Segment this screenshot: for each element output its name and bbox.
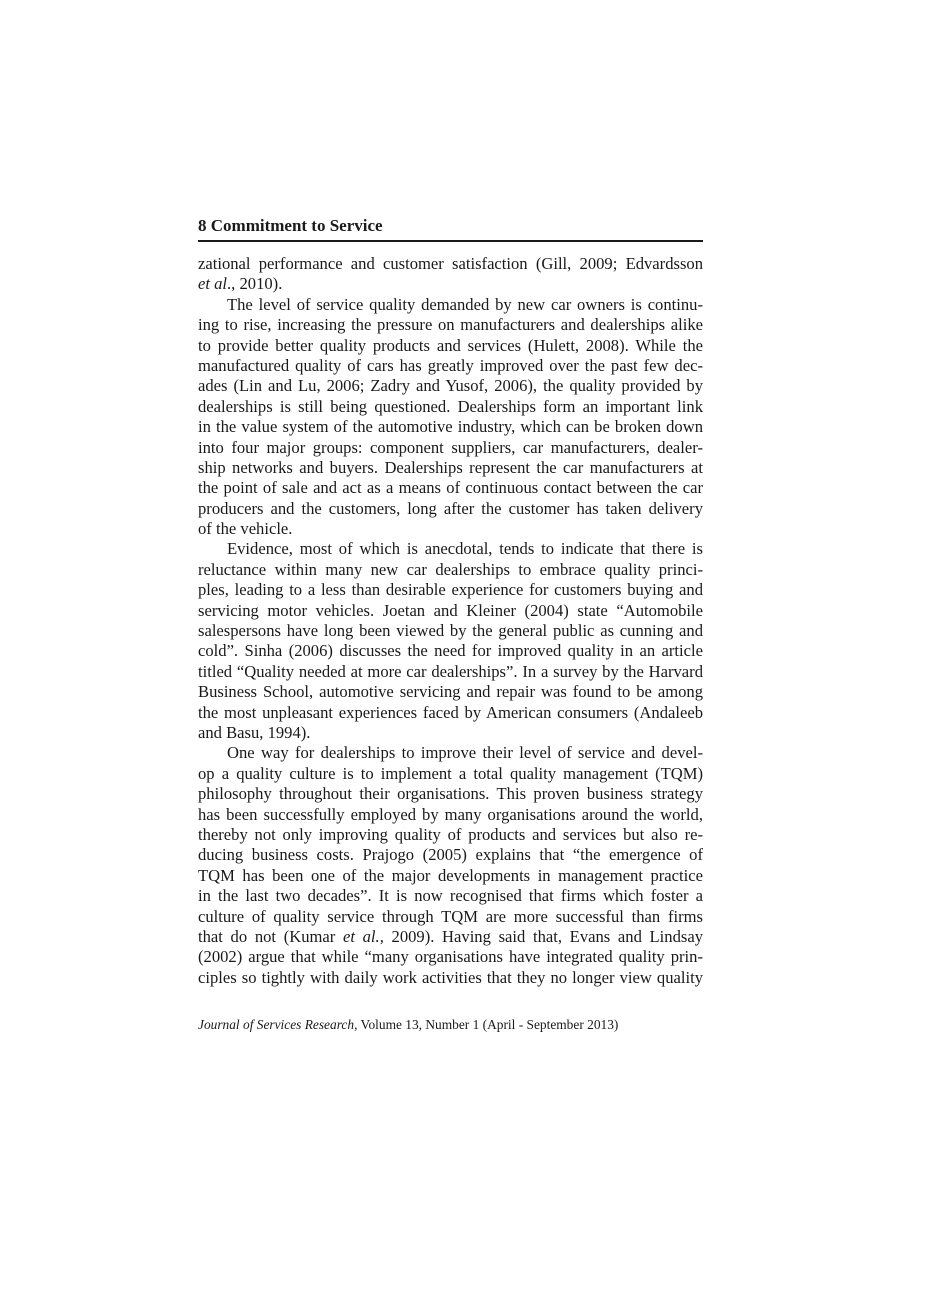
text-line: to provide better quality products and services (Hulett, 2008). While the bbox=[198, 335, 703, 355]
italic-et-al: et al., bbox=[342, 926, 384, 946]
text-line: the point of sale and act as a means of continuous contact between the car bbox=[198, 478, 703, 498]
text-line: titled “Quality needed at more car dealerships”. In a survey by the Harvard bbox=[198, 661, 703, 681]
text-line: the most unpleasant experiences faced by American consumers (Andaleeb bbox=[198, 702, 703, 722]
running-header bbox=[198, 215, 703, 242]
text-line: zational performance and customer satisfaction (Gill, 2009; Edvardsson bbox=[198, 254, 703, 273]
text-line: ades (Lin and Lu, 2006; Zadry and Yusof, 2006), the quality provided by bbox=[198, 376, 703, 396]
journal-issue-details: , Volume 13, Number 1 (April - September 2013) bbox=[354, 1017, 619, 1032]
text-line: TQM has been one of the major developments in management practice bbox=[198, 865, 703, 885]
journal-name: Journal of Services Research bbox=[198, 1017, 355, 1032]
italic-et-al: et al bbox=[198, 274, 228, 294]
text-line: philosophy throughout their organisations. This proven business strategy bbox=[198, 784, 703, 804]
text-line: (2002) argue that while “many organisations have integrated quality prin- bbox=[198, 947, 703, 967]
text-line: thereby not only improving quality of products and services but also re- bbox=[198, 824, 703, 844]
text-line: The level of service quality demanded by new car owners is continu- bbox=[227, 294, 703, 314]
text-line: reluctance within many new car dealerships to embrace quality princi- bbox=[198, 559, 703, 579]
text-line: and Basu, 1994). bbox=[198, 722, 311, 742]
text-line-part: 2009). Having said that, Evans and Lindsay bbox=[383, 926, 703, 946]
text-line: culture of quality service through TQM are more successful than firms bbox=[198, 906, 703, 926]
text-line: servicing motor vehicles. Joetan and Kleiner (2004) state “Automobile bbox=[198, 600, 703, 620]
text-line-part: that do not (Kumar bbox=[198, 926, 343, 946]
text-line: into four major groups: component suppliers, car manufacturers, dealer- bbox=[198, 437, 703, 457]
page-header-title: 8 Commitment to Service bbox=[198, 216, 383, 235]
text-line: ciples so tightly with daily work activities that they no longer view quality bbox=[198, 967, 703, 987]
text-line bbox=[198, 927, 703, 947]
text-line: salespersons have long been viewed by the general public as cunning and bbox=[198, 621, 703, 641]
text-line: Business School, automotive servicing and repair was found to be among bbox=[198, 682, 703, 702]
text-line: of the vehicle. bbox=[198, 519, 293, 539]
article-body bbox=[198, 254, 703, 988]
text-line: ples, leading to a less than desirable experience for customers buying and bbox=[198, 580, 703, 600]
page-footer bbox=[198, 1017, 618, 1033]
text-line: manufactured quality of cars has greatly improved over the past few dec- bbox=[198, 355, 703, 375]
text-line bbox=[198, 274, 703, 294]
text-line: ing to rise, increasing the pressure on manufacturers and dealerships alike bbox=[198, 315, 703, 335]
text-line: One way for dealerships to improve their level of service and devel- bbox=[227, 743, 703, 763]
text-line: dealerships is still being questioned. Dealerships form an important link bbox=[198, 396, 703, 416]
text-line: producers and the customers, long after the customer has taken delivery bbox=[198, 498, 703, 518]
text-line: has been successfully employed by many organisations around the world, bbox=[198, 804, 703, 824]
text-line: op a quality culture is to implement a total quality management (TQM) bbox=[198, 763, 703, 783]
text-line-rest: ., 2010). bbox=[227, 274, 283, 294]
text-line: cold”. Sinha (2006) discusses the need for improved quality in an article bbox=[198, 641, 703, 661]
text-line: ducing business costs. Prajogo (2005) explains that “the emergence of bbox=[198, 845, 703, 865]
text-line: in the value system of the automotive industry, which can be broken down bbox=[198, 417, 703, 437]
text-line: Evidence, most of which is anecdotal, tends to indicate that there is bbox=[227, 539, 703, 559]
text-line: ship networks and buyers. Dealerships represent the car manufacturers at bbox=[198, 457, 703, 477]
text-line: in the last two decades”. It is now recognised that firms which foster a bbox=[198, 886, 703, 906]
